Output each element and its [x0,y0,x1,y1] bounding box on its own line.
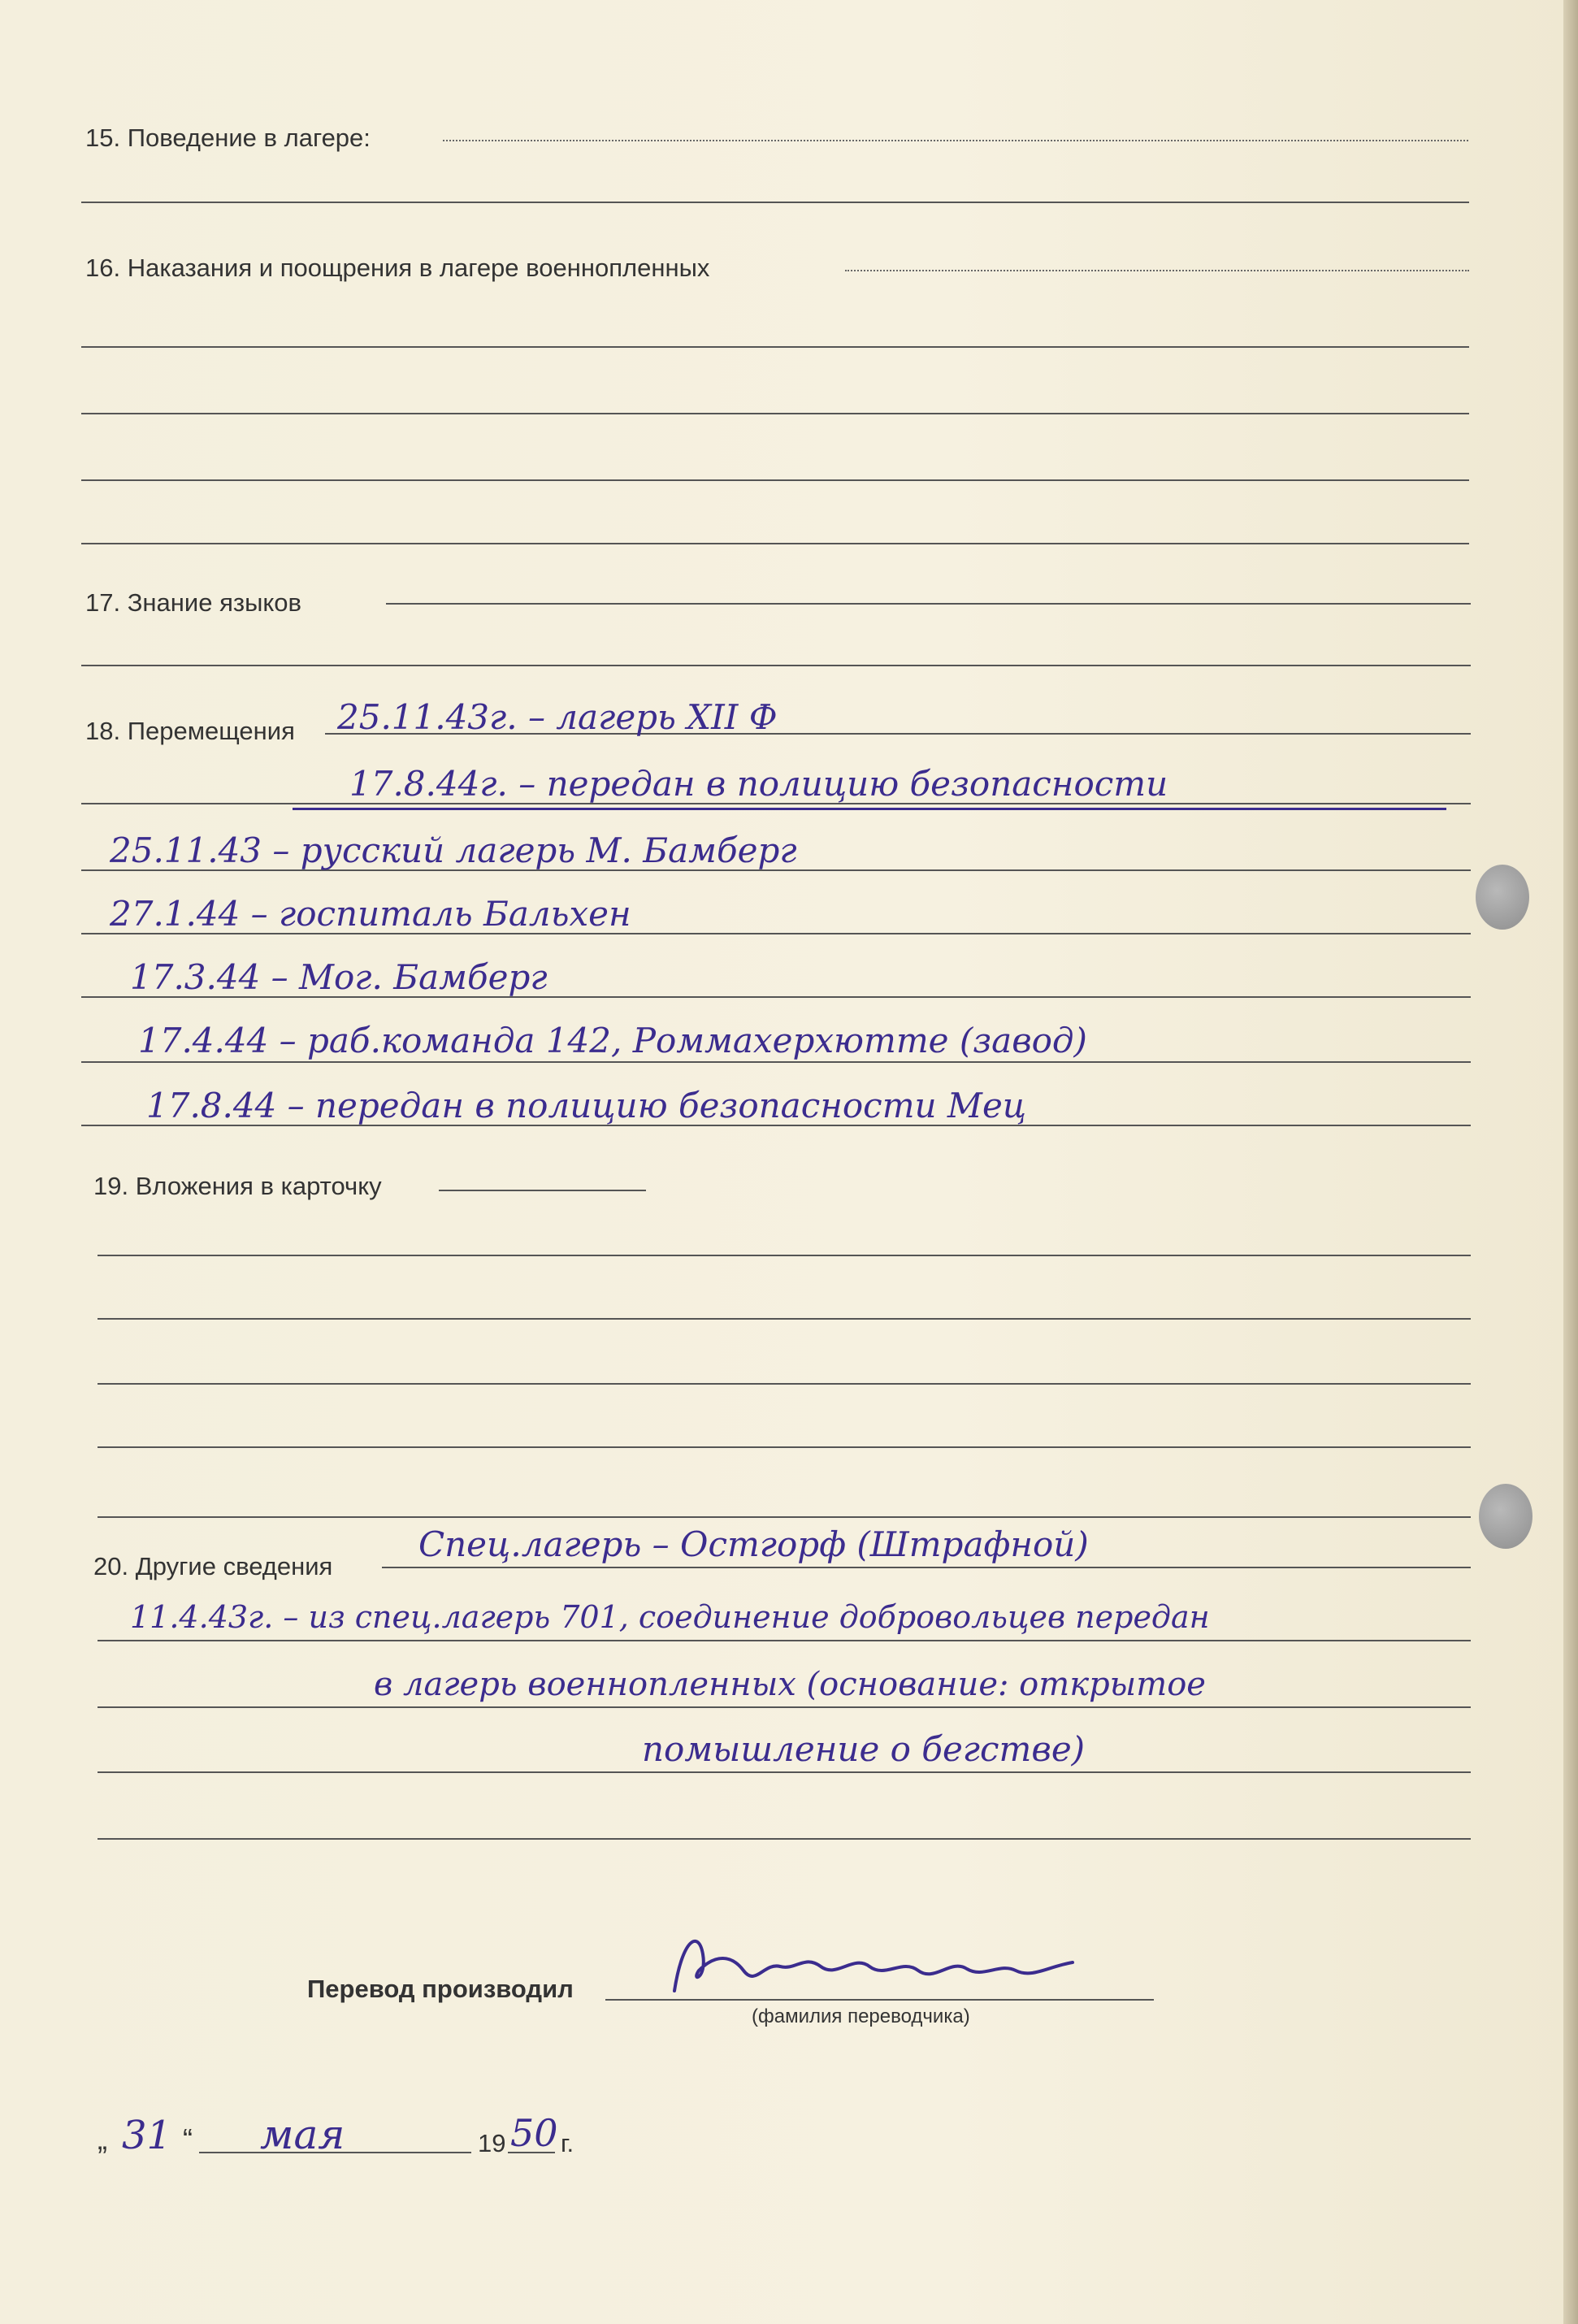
movement-7: 17.8.44 – передан в полицию безопасности Мец [146,1086,1027,1125]
translator-label: Перевод производил [307,1975,574,2003]
date-close-quote: “ [183,2122,193,2156]
field-19-label: 19. Вложения в карточку [93,1172,382,1200]
movement-6: 17.4.44 – раб.команда 142, Роммахерхютте (завод) [138,1021,1087,1060]
date-open-quote: „ [98,2122,107,2156]
page-edge [1563,0,1578,2324]
field-20-line-4 [98,1771,1471,1773]
field-17-line-2 [81,665,1471,666]
field-19-line-2 [98,1255,1471,1256]
movement-2: 17.8.44г. – передан в полицию безопасности [349,764,1168,804]
other-info-2: 11.4.43г. – из спец.лагерь 701, соединение добровольцев передан [130,1599,1210,1635]
field-19-line-5 [98,1446,1471,1448]
field-16-line-1 [845,270,1469,271]
movement-underline [293,808,1446,810]
other-info-3: в лагерь военнопленных (основание: открытое [374,1666,1206,1703]
field-19-line-1 [439,1190,646,1191]
other-info-1: Спец.лагерь – Остгорф (Штрафной) [418,1524,1089,1564]
punch-hole-top [1476,865,1529,930]
movement-4: 27.1.44 – госпиталь Бальхен [110,894,631,934]
movement-3: 25.11.43 – русский лагерь М. Бамберг [110,830,797,870]
field-20-line-2 [98,1640,1471,1641]
other-info-4: помышление о бегстве) [642,1729,1086,1769]
movement-5: 17.3.44 – Мог. Бамберг [130,957,548,997]
field-18-label: 18. Перемещения [85,717,295,745]
date-year-line [508,2152,555,2153]
field-16-line-5 [81,543,1469,544]
field-16-line-3 [81,413,1469,414]
field-20-line-3 [98,1706,1471,1708]
date-month: мая [260,2111,345,2158]
field-16-label: 16. Наказания и поощрения в лагере военнопленных [85,254,710,282]
movement-1: 25.11.43г. – лагерь XII Ф [337,697,778,737]
field-16-line-4 [81,479,1469,481]
punch-hole-bottom [1479,1484,1532,1549]
date-year-prefix: 19 [478,2129,506,2157]
field-19-line-4 [98,1383,1471,1385]
field-15-line-2 [81,202,1469,203]
field-20-line-1 [382,1567,1471,1568]
translator-caption: (фамилия переводчика) [752,2005,970,2027]
field-18-line-6 [81,1061,1471,1063]
date-year-suffix: 50 [510,2111,558,2155]
field-19-line-3 [98,1318,1471,1320]
field-16-line-2 [81,346,1469,348]
field-15-line-1 [443,140,1468,141]
translator-signature [666,1922,1089,2007]
field-15-label: 15. Поведение в лагере: [85,124,371,152]
field-19-line-6 [98,1516,1471,1518]
field-17-line-1 [386,603,1471,605]
field-20-line-5 [98,1838,1471,1840]
field-20-label: 20. Другие сведения [93,1552,333,1580]
field-17-label: 17. Знание языков [85,588,301,617]
date-year-unit: г. [561,2129,574,2157]
date-day: 31 [122,2113,172,2158]
